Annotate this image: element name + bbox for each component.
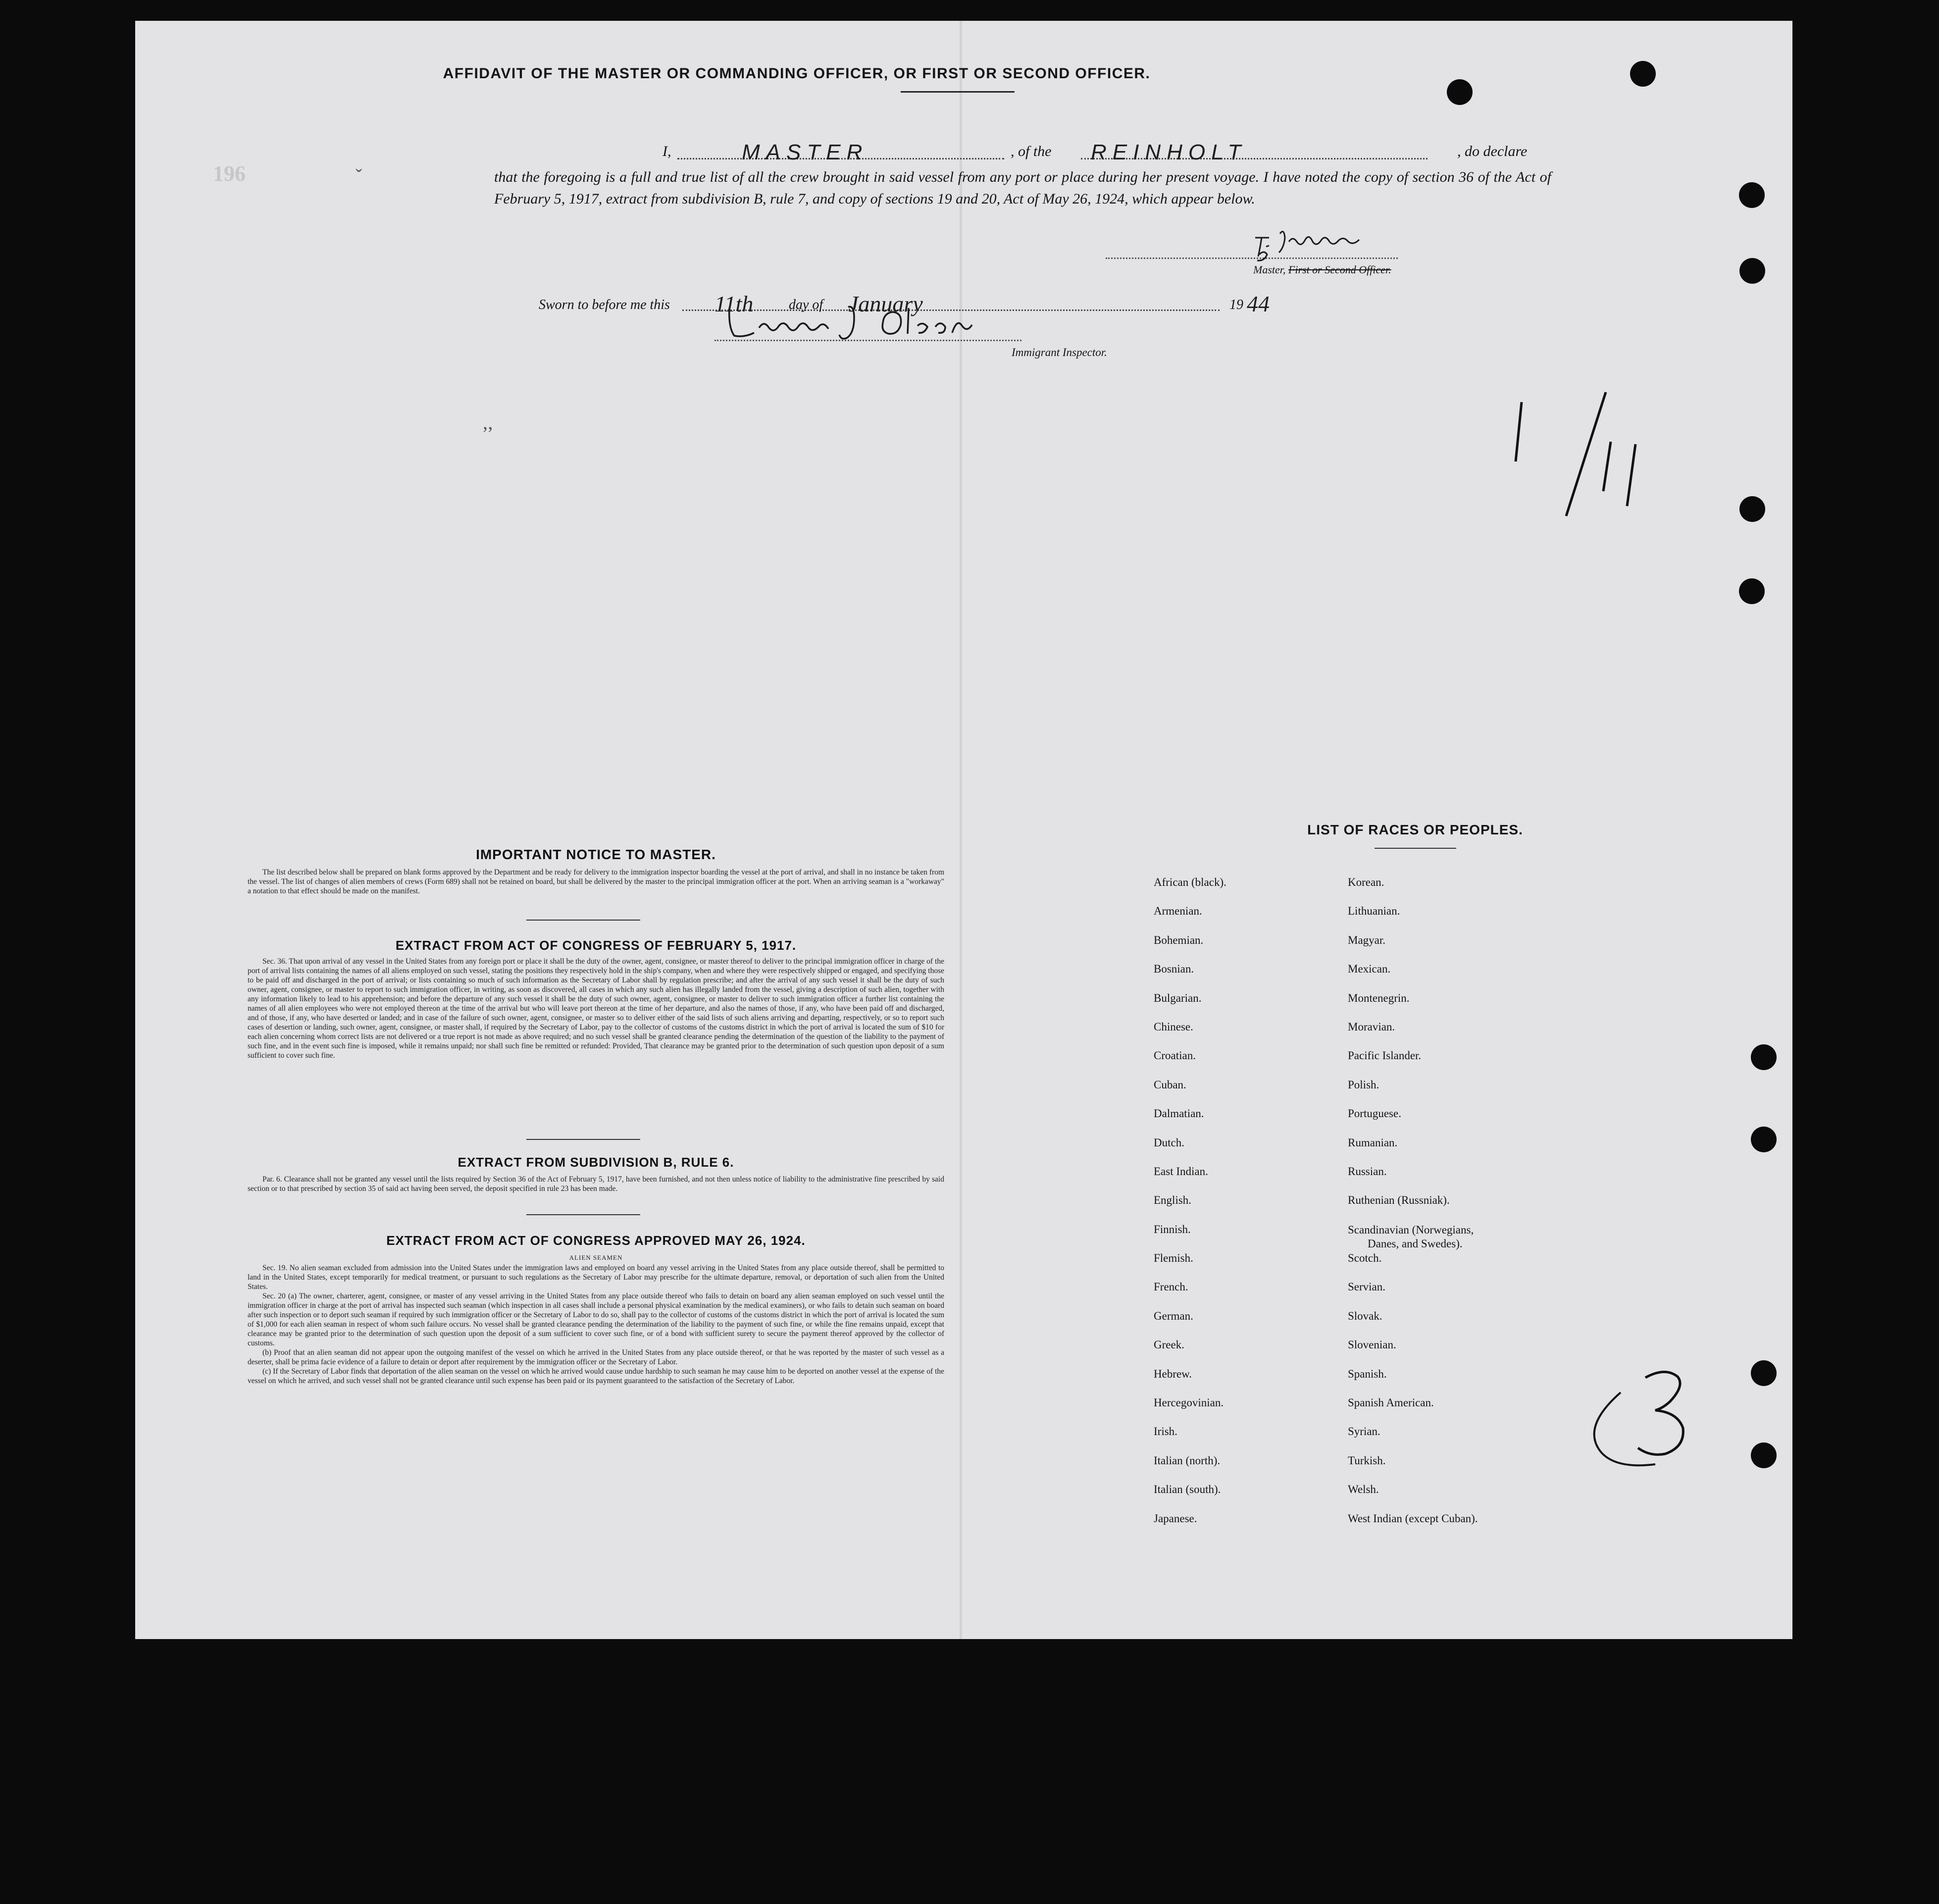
separator: [526, 920, 640, 921]
race-item: East Indian.: [1154, 1165, 1208, 1178]
declarant-value: MASTER: [742, 140, 868, 164]
race-item: Servian.: [1348, 1281, 1386, 1293]
declaration-body: that the foregoing is a full and true list of all the crew brought in said vessel from any port or place during her present voyage. I have noted the copy of section 36 of the Act of February 5, 1917, extract from subdivision B, rule 7, and copy of sections 19 and 20, Act of May 26, 1924, which appear below.: [494, 169, 1551, 207]
section-20c: (c) If the Secretary of Labor finds that deportation of the alien seaman on the vessel on which he arrived would cause undue hardship to such seaman he may cause him to be deported on another vessel at the expense of the vessel on which he arrived, and such vessel shall not be granted clearance until such expense has been paid or its payment guaranteed to the satisfaction of the Secretary of Labor.: [248, 1367, 944, 1385]
race-item: Italian (north).: [1154, 1454, 1221, 1467]
race-item: African (black).: [1154, 876, 1226, 888]
race-item: Greek.: [1154, 1338, 1184, 1351]
sworn-day: 11th: [714, 291, 754, 316]
do-declare-label: , do declare: [1457, 143, 1528, 159]
race-item: Syrian.: [1348, 1425, 1380, 1438]
declaration-first-line: [494, 134, 1551, 166]
race-item: Lithuanian.: [1348, 905, 1400, 918]
race-item: Moravian.: [1348, 1020, 1395, 1033]
race-item: Rumanian.: [1348, 1136, 1398, 1149]
inspector-caption: Immigrant Inspector.: [1012, 346, 1107, 359]
race-item: Scotch.: [1348, 1252, 1382, 1265]
separator: [526, 1139, 640, 1140]
alien-seamen-subtitle: ALIEN SEAMEN: [569, 1254, 623, 1261]
race-item: Welsh.: [1348, 1483, 1379, 1496]
caption-struck: First or Second Officer.: [1288, 263, 1391, 276]
inspector-signature: [724, 298, 1002, 343]
race-item: Dutch.: [1154, 1136, 1184, 1149]
race-item-two-line: [1348, 1223, 1478, 1252]
extract-1917-title: EXTRACT FROM ACT OF CONGRESS OF FEBRUARY 5, 1917.: [395, 938, 797, 953]
race-item: Russian.: [1348, 1165, 1387, 1178]
races-rule: [1375, 848, 1456, 849]
race-item: Bohemian.: [1154, 933, 1204, 946]
scan-mark: ’’: [482, 422, 494, 445]
notice-body: [248, 868, 944, 896]
manifest-page: [135, 21, 1792, 1639]
race-item: Scandinavian (Norwegians,: [1348, 1223, 1474, 1236]
race-item-continued: Danes, and Swedes).: [1368, 1237, 1463, 1250]
punch-hole: [1739, 258, 1765, 284]
race-item: Bosnian.: [1154, 963, 1194, 976]
affidavit-title: AFFIDAVIT OF THE MASTER OR COMMANDING OFFICER, OR FIRST OR SECOND OFFICER.: [443, 65, 1151, 82]
race-item: Hebrew.: [1154, 1367, 1192, 1380]
race-item: English.: [1154, 1194, 1192, 1207]
vessel-name: REINHOLT: [1091, 140, 1247, 164]
race-item: Montenegrin.: [1348, 991, 1410, 1004]
section-19: Sec. 19. No alien seaman excluded from admission into the United States under the immigration laws and employed on board any vessel arriving in the United States from any place outside thereof, shall be permitted to land in the United States, except temporarily for medical treatment, or pursuant to such regulations as the Secretary of Labor may prescribe for the ultimate departure, removal, or deportation of such alien from the United States.: [248, 1264, 944, 1291]
race-item: Chinese.: [1154, 1020, 1193, 1033]
race-item: Pacific Islander.: [1348, 1049, 1422, 1062]
of-the-label: , of the: [1011, 143, 1052, 159]
sworn-month: January: [848, 291, 923, 316]
race-item: French.: [1154, 1281, 1188, 1293]
punch-hole: [1630, 61, 1656, 87]
punch-hole: [1751, 1360, 1777, 1386]
handwritten-fraction: [1502, 367, 1650, 531]
race-item: Finnish.: [1154, 1223, 1191, 1235]
race-item: Polish.: [1348, 1078, 1379, 1091]
race-item: Armenian.: [1154, 905, 1202, 918]
race-item: Slovak.: [1348, 1309, 1382, 1322]
race-item: Spanish American.: [1348, 1396, 1434, 1409]
race-item: Bulgarian.: [1154, 991, 1202, 1004]
races-title: LIST OF RACES OR PEOPLES.: [1307, 822, 1523, 837]
caption-master: Master,: [1253, 263, 1286, 276]
race-item: German.: [1154, 1309, 1193, 1322]
faint-stamp: 196: [213, 161, 246, 186]
page-fold: [960, 21, 962, 1639]
section-20b: (b) Proof that an alien seaman did not appear upon the outgoing manifest of the vessel on which he arrived in the United States from any place outside thereof, or that he was reported by the master of such vessel as a deserter, shall be prima facie evidence of a failure to detain or deport after requirement by the immigration officer or the Secretary of Labor.: [248, 1348, 944, 1366]
section-20a: Sec. 20 (a) The owner, charterer, agent, consignee, or master of any vessel arriving in the United States from any place outside thereof who fails to detain on board any alien seaman employed on such vessel until the immigration officer in charge at the port of arrival has inspected such seaman (which inspection in all cases shall include a personal physical examination by the medical examiners), or who fails to detain such seaman on board after such inspection or to deport such seaman if required by such immigration officer or the Secretary of Labor to do so, shall pay to the collector of customs of the customs district in which the port of arrival is located the sum of $1,000 for each alien seaman in respect of whom such failure occurs. No vessel shall be granted clearance pending the determination of the liability to the payment of such fine, or while the fine remains unpaid, except that clearance may be granted prior to the determination of such question upon the deposit of a sum sufficient to cover such fine, or of a bond with sufficient surety to secure the payment thereof approved by the collector of customs.: [248, 1292, 944, 1347]
inspector-signature-block: [714, 298, 1107, 362]
master-signature: [1249, 218, 1398, 262]
extract-rule6-body: [248, 1175, 944, 1193]
punch-hole: [1751, 1127, 1777, 1152]
race-item: Magyar.: [1348, 933, 1386, 946]
extract-1917-text: Sec. 36. That upon arrival of any vessel in the United States from any foreign port or place it shall be the duty of the owner, agent, consignee, or master thereof to deliver to the principal immigration officer in charge of the port of arrival lists containing the names of all aliens employed on such vessel, stating the positions they respectively hold in the ship's company, when and where they were respectively shipped or engaged, and specifying those to be paid off and discharged in the port of arrival; or lists containing so much of such information as the Secretary of Labor shall by regulation prescribe; and after the arrival of any such vessel it shall be the duty of such owner, agent, consignee, or master to report to such immigration officer, in writing, as soon as discovered, all cases in which any such alien has illegally landed from the vessel, giving a description of such alien, together with any information likely to lead to his apprehension; and before the departure of any such vessel it shall be the duty of such owner, agent, consignee, or master to deliver to such immigration officer a further list containing the names of all alien employees who were not employed thereon at the time of the arrival but who will leave port thereon at the time of her departure, and also the names of those, if any, who have been paid off and discharged, and of those, if any, who have deserted or landed; and in case of the failure of such owner, agent, consignee, or master so to deliver either of the said lists of such aliens arriving and departing, respectively, or so to report such cases of desertion or landing, such owner, agent, consignee, or master shall, if required by the Secretary of Labor, pay to the collector of customs of the customs district in which the port of arrival is located the sum of $10 for each alien concerning whom correct lists are not delivered or a true report is not made as above required; and no such vessel shall be granted clearance pending the determination of the question of the liability to the payment of such fine, and in the event such fine is imposed, while it remains unpaid; nor shall such fine be remitted or refunded: Provided, That clearance may be granted prior to the determination of such question upon deposit of a sum sufficient to cover such fine.: [248, 957, 944, 1060]
declaration: [494, 134, 1551, 210]
year-prefix: 19: [1229, 297, 1243, 312]
race-item: West Indian (except Cuban).: [1348, 1512, 1478, 1525]
extract-1924-body: [248, 1253, 944, 1386]
extract-1917-body: [248, 957, 944, 1060]
punch-hole: [1751, 1044, 1777, 1070]
races-left-column: [1154, 876, 1226, 1541]
race-item: Korean.: [1348, 876, 1384, 888]
extract-rule6-title: EXTRACT FROM SUBDIVISION B, RULE 6.: [458, 1155, 734, 1170]
declarant-prefix: I,: [663, 143, 671, 159]
race-item: Flemish.: [1154, 1252, 1193, 1265]
separator: [526, 1214, 640, 1215]
races-right-column: [1348, 876, 1478, 1541]
title-rule: [901, 91, 1015, 93]
race-item: Ruthenian (Russniak).: [1348, 1194, 1450, 1207]
race-item: Hercegovinian.: [1154, 1396, 1224, 1409]
punch-hole: [1739, 182, 1765, 208]
race-item: Italian (south).: [1154, 1483, 1221, 1496]
notice-text: The list described below shall be prepared on blank forms approved by the Department and be ready for delivery to the immigration inspector boarding the vessel at the port of arrival, and shall in no instance be taken from the vessel. The list of changes of alien members of crews (Form 689) shall not be retained on board, but shall be delivered by the master to the principal immigration officer at the port. When an arriving seaman is a "workaway" a notation to that effect should be made on the manifest.: [248, 868, 944, 895]
race-item: Mexican.: [1348, 963, 1391, 976]
punch-hole: [1739, 578, 1765, 604]
scan-mark: ˇ: [356, 165, 362, 187]
handwritten-page-number: [1571, 1363, 1730, 1492]
race-item: Croatian.: [1154, 1049, 1196, 1062]
punch-hole: [1447, 79, 1473, 105]
race-item: Dalmatian.: [1154, 1107, 1204, 1120]
race-item: Japanese.: [1154, 1512, 1197, 1525]
notice-title: IMPORTANT NOTICE TO MASTER.: [476, 847, 716, 862]
race-item: Cuban.: [1154, 1078, 1186, 1091]
sworn-prefix: Sworn to before me this: [539, 297, 670, 312]
year-suffix: 44: [1247, 291, 1270, 316]
punch-hole: [1751, 1442, 1777, 1468]
race-item: Spanish.: [1348, 1367, 1387, 1380]
extract-1924-title: EXTRACT FROM ACT OF CONGRESS APPROVED MAY 26, 1924.: [386, 1233, 806, 1248]
race-item: Portuguese.: [1348, 1107, 1401, 1120]
extract-rule6-text: Par. 6. Clearance shall not be granted any vessel until the lists required by Section 36 of the Act of February 5, 1917, have been furnished, and not then unless notice of liability to the administrative fine prescribed by said section or to that prescribed by section 35 of said act having been served, the deposit specified in rule 23 has been made.: [248, 1175, 944, 1193]
race-item: Slovenian.: [1348, 1338, 1396, 1351]
day-of-label: day of: [789, 297, 823, 312]
race-item: Turkish.: [1348, 1454, 1386, 1467]
punch-hole: [1739, 496, 1765, 522]
race-item: Irish.: [1154, 1425, 1177, 1438]
